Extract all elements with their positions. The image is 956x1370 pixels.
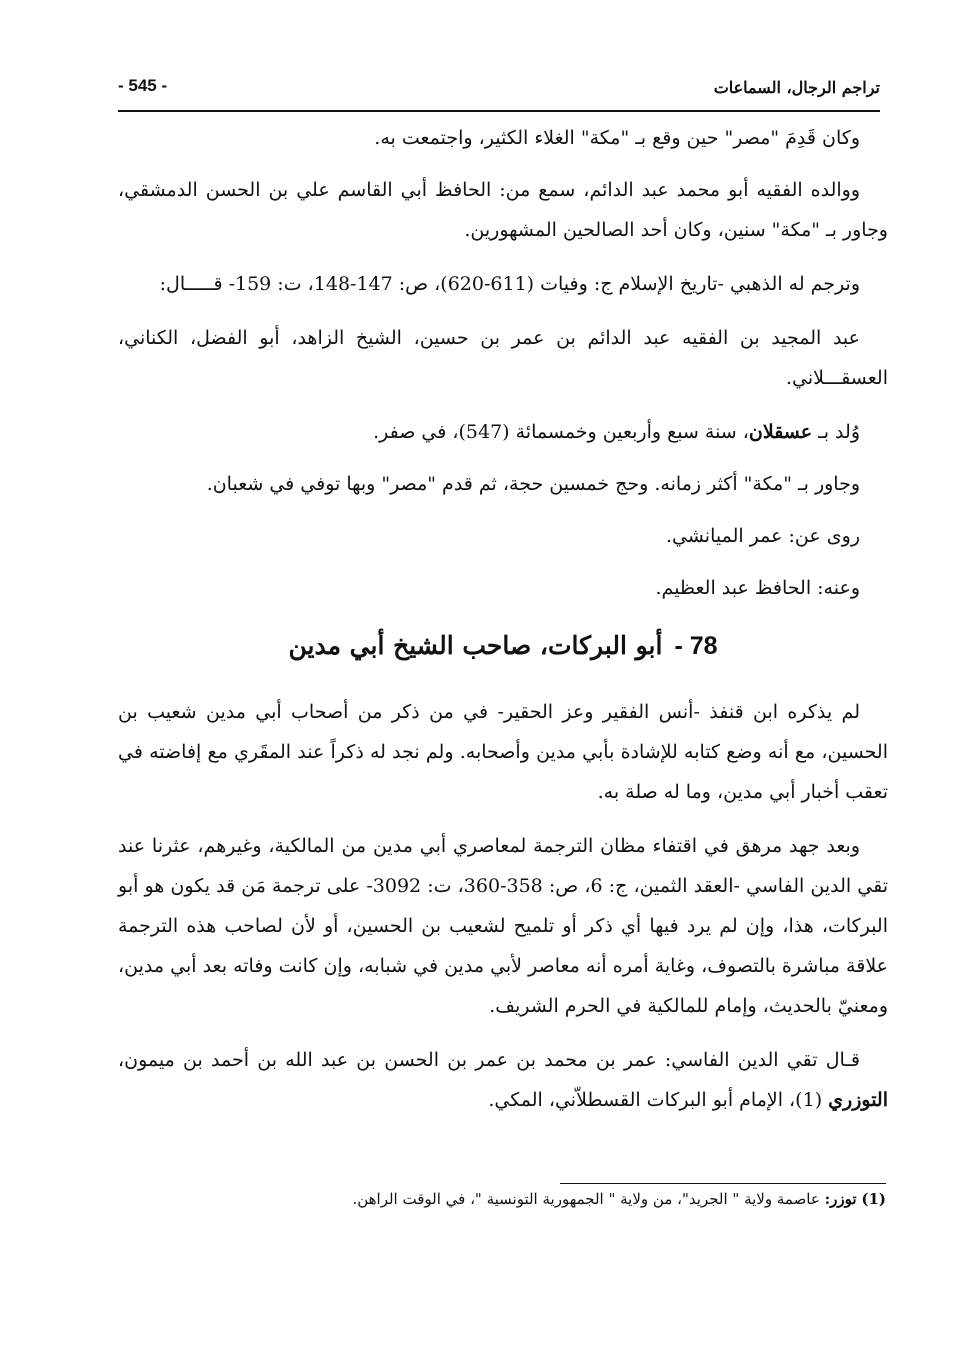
paragraph: لم يذكره ابن قنفذ -أنس الفقير وعز الحقير- في من ذكر من أصحاب أبي مدين شعيب بن الحسين، مع أنه وضع كتابه للإشادة بأبي مدين وأصحابه. ولم نجد له ذكراً عند المقَري مع إفاضته في تعقب أخبار أبي مدين، وما له صلة به. [118, 701, 888, 803]
section-title: أبو البركات، صاحب الشيخ أبي مدين [288, 631, 663, 660]
text-run: وُلد بـ [818, 421, 860, 443]
paragraph [118, 1040, 888, 1120]
page-number: - 545 - [118, 76, 168, 95]
page-header [118, 74, 880, 104]
footnote-text: عاصمة ولاية " الجريد"، من ولاية " الجمهورية التونسية "، في الوقت الراهن. [352, 1190, 820, 1208]
page-body [118, 118, 888, 1134]
footnote-rule [560, 1183, 886, 1184]
header-rule [118, 110, 880, 112]
paragraph: وكان قَدِمَ "مصر" حين وقع بـ "مكة" الغلاء الكثير، واجتمعت به. [374, 127, 860, 149]
footnote-marker: (1) [861, 1190, 886, 1208]
text-run: (1)، الإمام أبو البركات القسطلاّني، المكي. [488, 1089, 823, 1111]
running-title: تراجم الرجال، السماعات [713, 78, 880, 97]
text-run: قـال تقي الدين الفاسي: عمر بن محمد بن عمر بن الحسن بن عبد الله بن أحمد بن ميمون، [118, 1049, 860, 1071]
section-heading [118, 626, 888, 666]
paragraph: وترجم له الذهبي -تاريخ الإسلام ج: وفيات (611-620)، ص: 147-148، ت: 159- قـــــال: [159, 273, 860, 295]
paragraph: روى عن: عمر الميانشي. [665, 525, 860, 547]
paragraph: عبد المجيد بن الفقيه عبد الدائم بن عمر بن حسين، الشيخ الزاهد، أبو الفضل، الكناني، العسقـــلاني. [118, 327, 888, 389]
footnote-term: توزر: [824, 1190, 857, 1208]
paragraph [118, 412, 888, 452]
paragraph: وجاور بـ "مكة" أكثر زمانه. وحج خمسين حجة، ثم قدم "مصر" وبها توفي في شعبان. [206, 473, 860, 495]
section-number: 78 - [674, 632, 718, 660]
text-run: ، سنة سبع وأربعين وخمسمائة (547)، في صفر. [373, 421, 749, 443]
paragraph: وعنه: الحافظ عبد العظيم. [655, 577, 860, 599]
nisba-bold: التوزري [828, 1089, 888, 1111]
place-name-bold: عسقلان [748, 421, 813, 443]
paragraph: وبعد جهد مرهق في اقتفاء مظان الترجمة لمعاصري أبي مدين من المالكية، وغيرهم، عثرنا عند تقي الدين الفاسي -العقد الثمين، ج: 6، ص: 358-360، ت: 3092- على ترجمة مَن قد يكون هو أبو البركات، هذا، وإن لم يرد فيها أي ذكر أو تلميح لشعيب بن الحسين، أو لأن لصاحب هذه الترجمة علاقة مباشرة بالتصوف، وغاية أمره أنه معاصر لأبي مدين في شبابه، وإن كانت وفاته بعد أبي مدين، ومعنيّ بالحديث، وإمام للمالكية في الحرم الشريف. [118, 835, 889, 1017]
footnote [118, 1186, 886, 1212]
paragraph: ووالده الفقيه أبو محمد عبد الدائم، سمع من: الحافظ أبي القاسم علي بن الحسن الدمشقي، وجاور بـ "مكة" سنين، وكان أحد الصالحين المشهورين. [118, 179, 888, 241]
